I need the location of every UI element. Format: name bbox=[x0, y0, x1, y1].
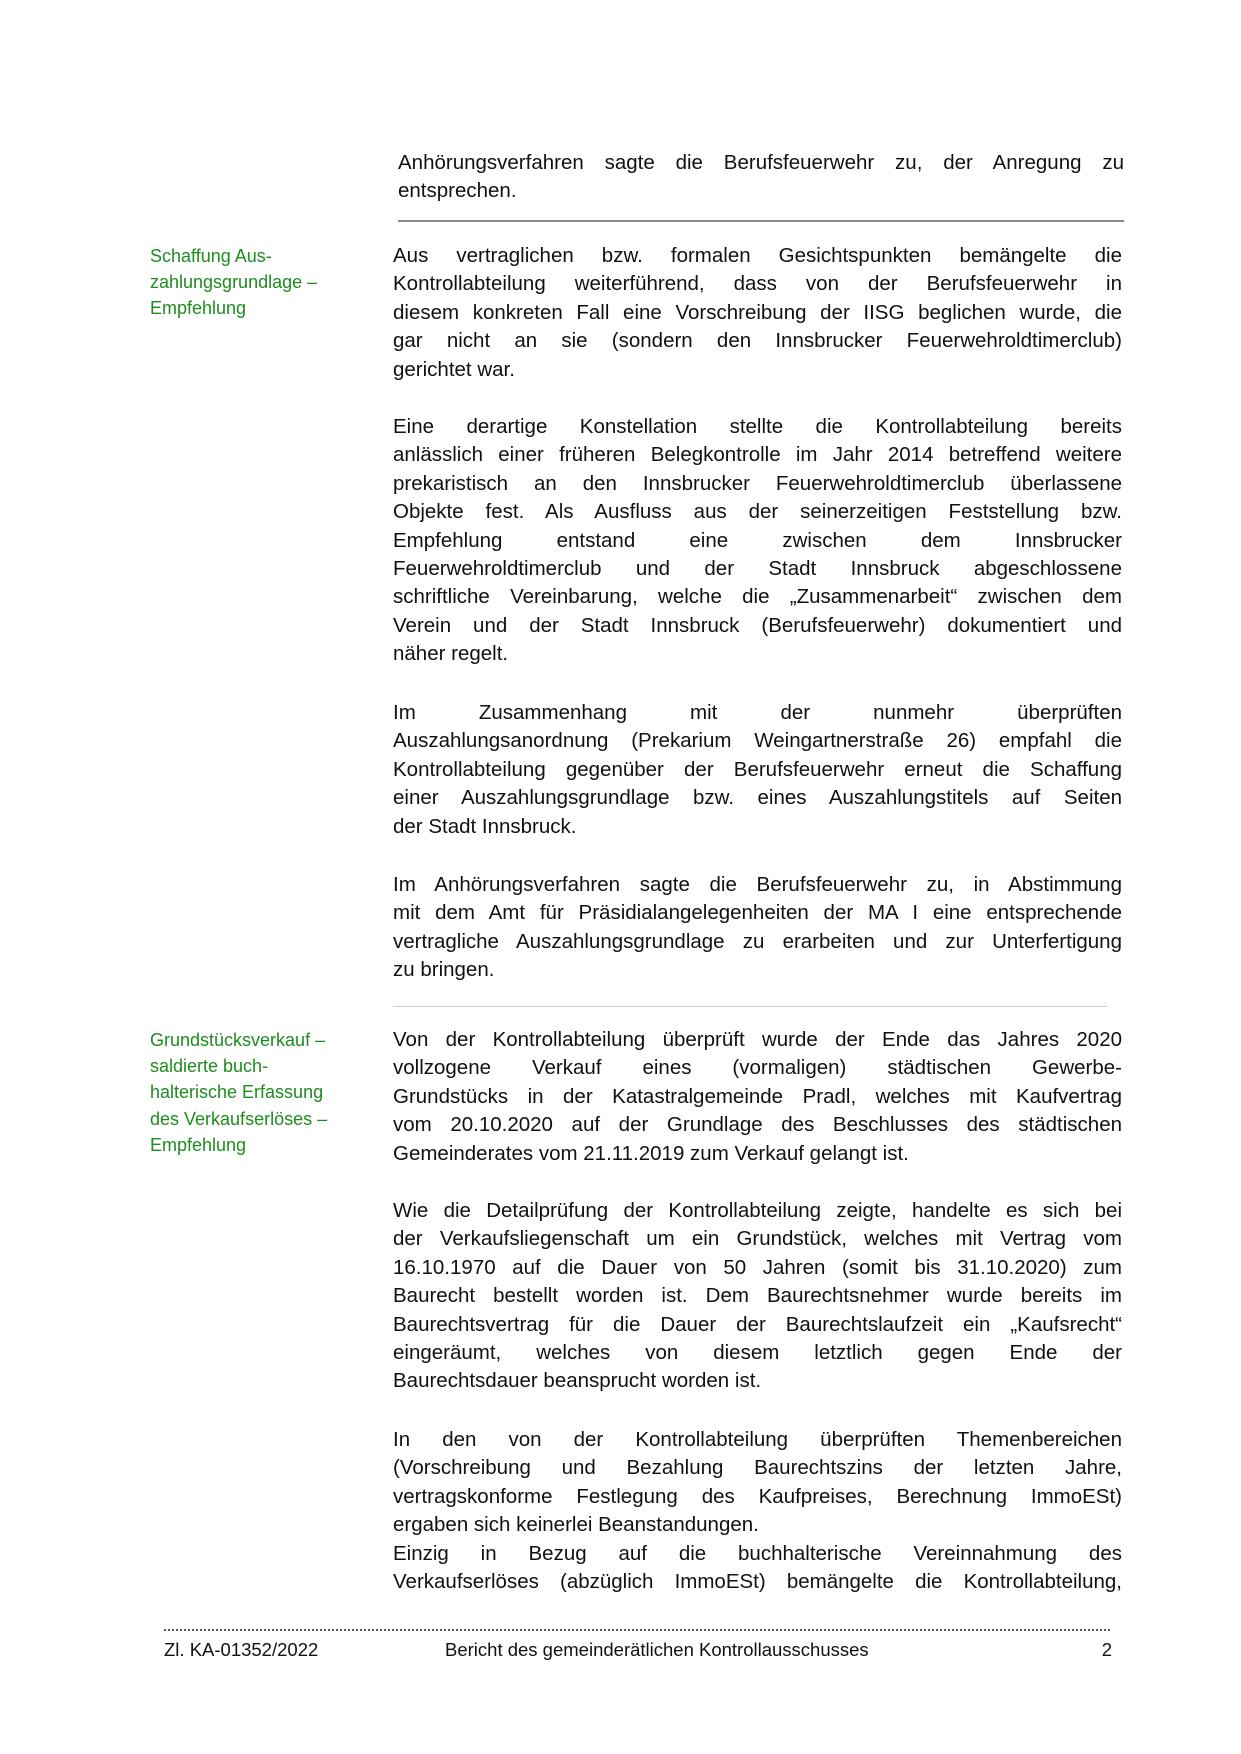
text-line: entsprechen. bbox=[398, 179, 517, 203]
text-line: Im Anhörungsverfahren sagte die Berufsfeuerwehr zu, in Abstimmung bbox=[393, 873, 1122, 896]
sidebar-heading-line: des Verkaufserlöses – bbox=[150, 1108, 328, 1129]
sidebar-heading-line: Grundstücksverkauf – bbox=[150, 1030, 326, 1050]
text-line: der Verkaufsliegenschaft um ein Grundstück, welches mit Vertrag vom bbox=[393, 1227, 1122, 1251]
text-line: gerichtet war. bbox=[393, 357, 515, 381]
body-paragraph bbox=[393, 242, 1122, 384]
text-line: In den von der Kontrollabteilung überprüften Themenbereichen bbox=[393, 1428, 1122, 1451]
body-paragraph bbox=[393, 699, 1122, 841]
text-line: Von der Kontrollabteilung überprüft wurde der Ende das Jahres 2020 bbox=[393, 1028, 1122, 1051]
intro-paragraph bbox=[398, 149, 1124, 206]
text-line: 16.10.1970 auf die Dauer von 50 Jahren (somit bis 31.10.2020) zum bbox=[393, 1255, 1122, 1279]
text-line: Eine derartige Konstellation stellte die Kontrollabteilung bereits bbox=[393, 415, 1122, 438]
text-line: Feuerwehroldtimerclub und der Stadt Innsbruck abgeschlossene bbox=[393, 556, 1122, 580]
text-line: Aus vertraglichen bzw. formalen Gesichtspunkten bemängelte die bbox=[393, 244, 1122, 267]
section-divider bbox=[398, 220, 1124, 222]
body-paragraph bbox=[393, 1540, 1122, 1597]
text-line: prekaristisch an den Innsbrucker Feuerwehroldtimerclub überlassene bbox=[393, 471, 1122, 495]
text-line: Baurecht bestellt worden ist. Dem Baurechtsnehmer wurde bereits im bbox=[393, 1284, 1122, 1308]
text-line: Baurechtsvertrag für die Dauer der Baurechtslaufzeit ein „Kaufsrecht“ bbox=[393, 1312, 1122, 1336]
text-line: diesem konkreten Fall eine Vorschreibung der IISG beglichen wurde, die bbox=[393, 300, 1122, 324]
text-line: Verein und der Stadt Innsbruck (Berufsfeuerwehr) dokumentiert und bbox=[393, 613, 1122, 637]
sidebar-heading-line: Empfehlung bbox=[150, 1134, 247, 1155]
text-line: Empfehlung entstand eine zwischen dem Innsbrucker bbox=[393, 528, 1122, 552]
footer-divider bbox=[164, 1629, 1110, 1631]
text-line: mit dem Amt für Präsidialangelegenheiten der MA I eine entsprechende bbox=[393, 901, 1122, 925]
body-paragraph bbox=[393, 871, 1122, 985]
text-line: näher regelt. bbox=[393, 642, 509, 666]
footer-reference: Zl. KA-01352/2022 bbox=[164, 1639, 319, 1660]
footer-title: Bericht des gemeinderätlichen Kontrollausschusses bbox=[445, 1639, 869, 1660]
text-line: (Vorschreibung und Bezahlung Baurechtszins der letzten Jahre, bbox=[393, 1456, 1122, 1480]
text-line: vollzogene Verkauf eines (vormaligen) städtischen Gewerbe- bbox=[393, 1056, 1122, 1080]
text-line: Anhörungsverfahren sagte die Berufsfeuerwehr zu, der Anregung zu bbox=[398, 151, 1124, 174]
sidebar-heading-grundstuecksverkauf bbox=[150, 1027, 327, 1158]
text-line: Grundstücks in der Katastralgemeinde Pradl, welches mit Kaufvertrag bbox=[393, 1084, 1122, 1108]
sidebar-heading-line: Empfehlung bbox=[150, 298, 247, 319]
body-paragraph bbox=[393, 413, 1122, 669]
text-line: vom 20.10.2020 auf der Grundlage des Beschlusses des städtischen bbox=[393, 1113, 1122, 1137]
text-line: Wie die Detailprüfung der Kontrollabteilung zeigte, handelte es sich bei bbox=[393, 1199, 1122, 1222]
text-line: Einzig in Bezug auf die buchhalterische Vereinnahmung des bbox=[393, 1542, 1122, 1565]
body-paragraph bbox=[393, 1426, 1122, 1540]
text-line: der Stadt Innsbruck. bbox=[393, 814, 577, 838]
text-line: einer Auszahlungsgrundlage bzw. eines Auszahlungstitels auf Seiten bbox=[393, 786, 1122, 810]
text-line: Gemeinderates vom 21.11.2019 zum Verkauf gelangt ist. bbox=[393, 1141, 909, 1165]
text-line: anlässlich einer früheren Belegkontrolle im Jahr 2014 betreffend weitere bbox=[393, 443, 1122, 467]
text-line: gar nicht an sie (sondern den Innsbrucker Feuerwehroldtimerclub) bbox=[393, 329, 1122, 353]
sidebar-heading-line: zahlungsgrundlage – bbox=[150, 272, 318, 293]
text-line: Objekte fest. Als Ausfluss aus der seinerzeitigen Feststellung bzw. bbox=[393, 500, 1122, 524]
text-line: zu bringen. bbox=[393, 958, 495, 982]
text-line: Auszahlungsanordnung (Prekarium Weingartnerstraße 26) empfahl die bbox=[393, 729, 1122, 753]
sidebar-heading-auszahlungsgrundlage bbox=[150, 243, 317, 322]
section-divider bbox=[393, 1006, 1107, 1007]
sidebar-heading-line: halterische Erfassung bbox=[150, 1082, 324, 1103]
body-paragraph bbox=[393, 1197, 1122, 1396]
text-line: Kontrollabteilung weiterführend, dass von der Berufsfeuerwehr in bbox=[393, 272, 1122, 296]
text-line: Kontrollabteilung gegenüber der Berufsfeuerwehr erneut die Schaffung bbox=[393, 757, 1122, 781]
text-line: Baurechtsdauer beansprucht worden ist. bbox=[393, 1369, 762, 1393]
text-line: vertragliche Auszahlungsgrundlage zu erarbeiten und zur Unterfertigung bbox=[393, 929, 1122, 953]
text-line: Im Zusammenhang mit der nunmehr überprüften bbox=[393, 701, 1122, 724]
body-paragraph bbox=[393, 1026, 1122, 1168]
text-line: ergaben sich keinerlei Beanstandungen. bbox=[393, 1513, 759, 1537]
text-line: eingeräumt, welches von diesem letztlich gegen Ende der bbox=[393, 1340, 1122, 1364]
sidebar-heading-line: saldierte buch- bbox=[150, 1056, 269, 1077]
text-line: schriftliche Vereinbarung, welche die „Zusammenarbeit“ zwischen dem bbox=[393, 585, 1122, 609]
footer-page-number: 2 bbox=[1101, 1639, 1112, 1660]
text-line: vertragskonforme Festlegung des Kaufpreises, Berechnung ImmoESt) bbox=[393, 1484, 1122, 1508]
sidebar-heading-line: Schaffung Aus- bbox=[150, 246, 272, 266]
text-line: Verkaufserlöses (abzüglich ImmoESt) bemängelte die Kontrollabteilung, bbox=[393, 1570, 1122, 1594]
